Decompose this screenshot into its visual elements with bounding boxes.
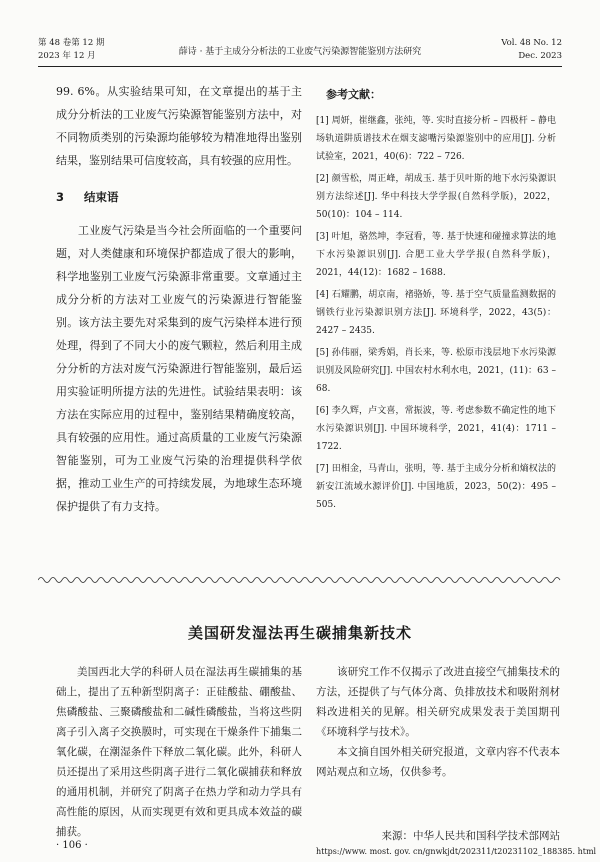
article-right-column: [316, 662, 560, 782]
header-left: [38, 37, 104, 63]
article-source: 来源：中华人民共和国科学技术部网站: [381, 830, 560, 842]
reference-item: [6] 李久辉，卢文喜，常振波，等. 考虑参数不确定性的地下水污染源识别[J]. 中国环境科学，2021，41(4)：1711 – 1722.: [316, 406, 556, 452]
date-en-label: Dec. 2023: [518, 51, 562, 61]
volume-en-label: Vol. 48 No. 12: [501, 38, 562, 48]
running-title: 薛诗 · 基于主成分分析法的工业废气污染源智能鉴别方法研究: [178, 47, 422, 57]
article-title: 美国研发湿法再生碳捕集新技术: [187, 624, 412, 642]
section-divider: [38, 575, 562, 585]
article-paragraph: 美国西北大学的科研人员在湿法再生碳捕集的基础上，提出了五种新型阴离子：正硅酸盐、硼酸盐、焦磷酸盐、三聚磷酸盐和二碱性磷酸盐，当将这些阴离子引入离子交换膜时，可实现在干燥条件下捕集二氧化碳，在潮湿条件下释放二氧化碳。此外，科研人员还提出了采用这些阴离子进行二氧化碳捕获和释放的通用机制，并研究了阴离子在热力学和动力学具有高性能的原因，从而实现更有效和更具成本效益的碳捕获。: [56, 666, 302, 838]
section-number: 3: [56, 190, 65, 204]
reference-item: [5] 孙伟丽，梁秀娟，肖长来，等. 松原市浅层地下水污染源识别及风险研究[J]. 中国农村水利水电，2021，(11)：63 – 68.: [316, 348, 556, 394]
reference-item: [3] 叶旭，骆然坤，李冠看，等. 基于快速和碰撞求算法的地下水污染源识别[J]. 合肥工业大学学报(自然科学版)，2021，44(12)：1682 – 1688.: [316, 232, 556, 278]
date-label: 2023 年 12 月: [38, 51, 96, 61]
header-rule: [38, 66, 562, 67]
page-number: · 106 ·: [56, 840, 88, 851]
section-heading: [56, 186, 302, 209]
left-column: [56, 80, 302, 518]
reference-item: [1] 周妍，崔继鑫，张纯，等. 实时直接分析 – 四极杆 – 静电场轨道阱质谱技术在烟支滤嘴污染源鉴别中的应用[J]. 分析试验室，2021，40(6)：722 – 726.: [316, 116, 556, 162]
article-disclaimer: 本文摘自国外相关研究报道，文章内容不代表本网站观点和立场，仅供参考。: [316, 746, 560, 778]
header-right: [501, 37, 562, 63]
volume-label: 第 48 卷第 12 期: [38, 38, 105, 48]
article-left-column: [56, 662, 302, 842]
reference-item: [4] 石耀鹏，胡京南，褚骆娇，等. 基于空气质量监测数据的钢铁行业污染源识别方法[J]. 环境科学，2022，43(5)：2427 – 2435.: [316, 290, 556, 336]
reference-item: [7] 田相金，马青山，张明，等. 基于主成分分析和熵权法的新安江流域水源评价[J]. 中国地质，2023，50(2)：495 – 505.: [316, 464, 556, 510]
section-title: 结束语: [84, 190, 119, 204]
references: [316, 80, 556, 518]
article-paragraph: 该研究工作不仅揭示了改进直接空气捕集技术的方法，还提供了与气体分离、负排放技术和吸附剂材料改进相关的见解。相关研究成果发表于美国期刊《环境科学与技术》。: [316, 666, 560, 738]
reference-item: [2] 颜雪松，周正峰，胡成玉. 基于贝叶斯的地下水污染源识别方法综述[J]. 华中科技大学学报(自然科学版)，2022，50(10)：104 – 114.: [316, 174, 556, 220]
references-heading: 参考文献：: [326, 88, 381, 101]
continuation-paragraph: 99. 6%。从实验结果可知，在文章提出的基于主成分分析法的工业废气污染源智能鉴别方法中，对不同物质类别的污染源均能够较为精准地得出鉴别结果，鉴别结果可信度较高，具有较强的应用性。: [56, 85, 302, 167]
article-url[interactable]: https://www. most. gov. cn/gnwkjdt/202311/t20231102_188385. html: [316, 847, 597, 856]
conclusion-paragraph: 工业废气污染是当今社会所面临的一个重要问题，对人类健康和环境保护都造成了很大的影响，科学地鉴别工业废气污染源非常重要。文章通过主成分分析的方法对工业废气的污染源进行智能鉴别。该方法主要先对采集到的废气污染样本进行预处理，得到了不同大小的废气颗粒，然后利用主成分分析的方法对废气污染源进行智能鉴别，最后运用实验证明所提方法的先进性。试验结果表明：该方法在实际应用的过程中，鉴别结果精确度较高，具有较强的应用性。通过高质量的工业废气污染源智能鉴别，可为工业废气污染的治理提供科学依据，推动工业生产的可持续发展，为地球生态环境保护提供了有力支持。: [56, 224, 302, 513]
